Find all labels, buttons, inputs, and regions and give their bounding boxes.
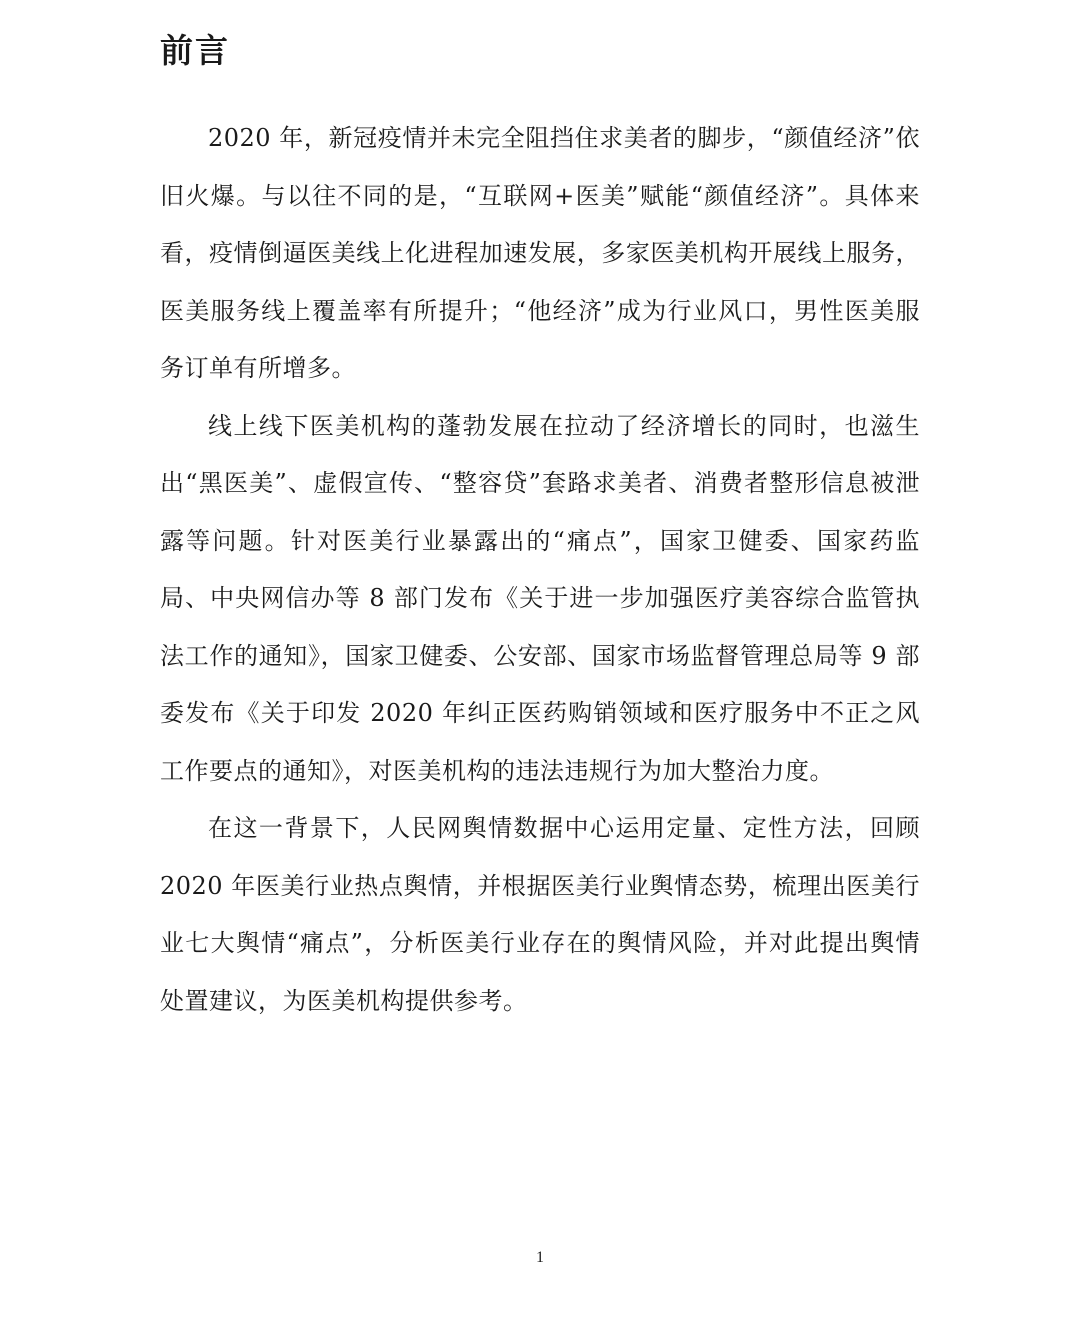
- page-title: 前言: [160, 31, 230, 70]
- page-number: 1: [536, 1249, 544, 1266]
- paragraph-3: 在这一背景下，人民网舆情数据中心运用定量、定性方法，回顾 2020 年医美行业热点舆情，并根据医美行业舆情态势，梳理出医美行业七大舆情“痛点”，分析医美行业存在的舆情风险，并对此提出舆情处置建议，为医美机构提供参考。: [160, 814, 920, 1015]
- paragraph-2: 线上线下医美机构的蓬勃发展在拉动了经济增长的同时，也滋生出“黑医美”、虚假宣传、“整容贷”套路求美者、消费者整形信息被泄露等问题。针对医美行业暴露出的“痛点”，国家卫健委、国家药监局、中央网信办等 8 部门发布《关于进一步加强医疗美容综合监管执法工作的通知》，国家卫健委、公安部、国家市场监督管理总局等 9 部委发布《关于印发 2020 年纠正医药购销领域和医疗服务中不正之风工作要点的通知》，对医美机构的违法违规行为加大整治力度。: [160, 411, 920, 785]
- paragraph-1: 2020 年，新冠疫情并未完全阻挡住求美者的脚步，“颜值经济”依旧火爆。与以往不同的是，“互联网+医美”赋能“颜值经济”。具体来看，疫情倒逼医美线上化进程加速发展，多家医美机构开展线上服务，医美服务线上覆盖率有所提升；“他经济”成为行业风口，男性医美服务订单有所增多。: [160, 124, 920, 382]
- body-text: [160, 110, 920, 1030]
